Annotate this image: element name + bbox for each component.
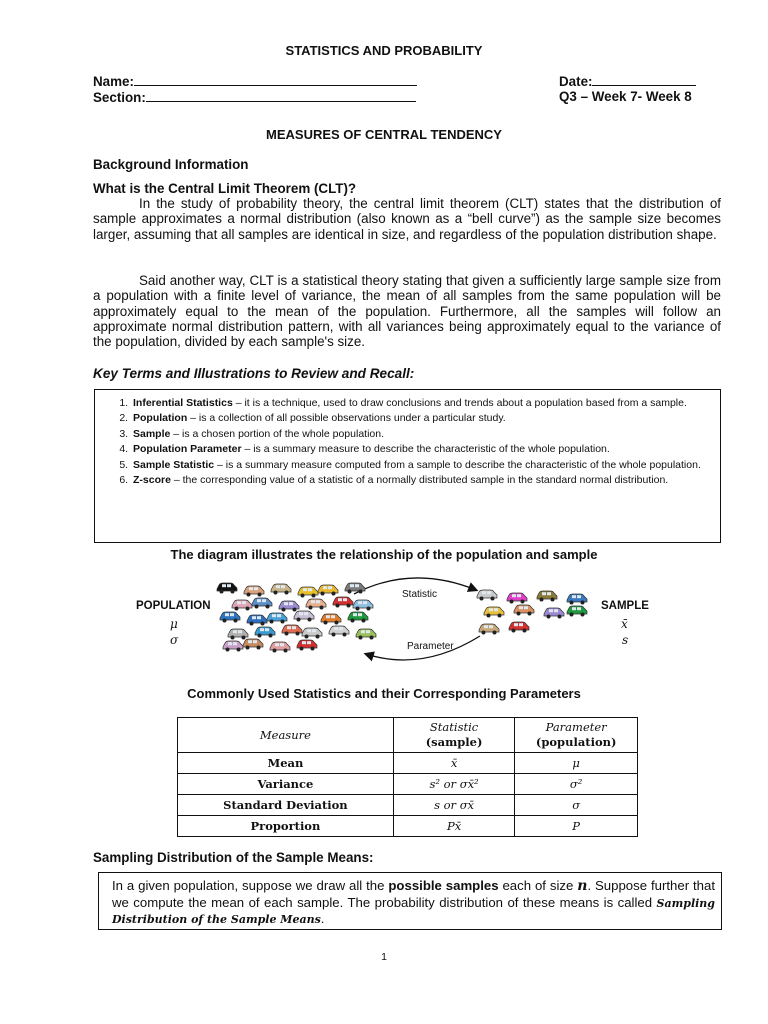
sampling-heading: Sampling Distribution of the Sample Means:: [93, 850, 374, 865]
car-icon: [268, 640, 292, 658]
table-header-row: [178, 718, 638, 753]
date-label: Date:: [559, 74, 593, 89]
sample-label: SAMPLE: [601, 600, 649, 612]
clt-question: What is the Central Limit Theorem (CLT)?: [93, 181, 357, 196]
measure-cell: Variance: [178, 774, 394, 795]
population-cars: [218, 583, 388, 663]
parameter-cell: P: [515, 816, 638, 837]
text-after: . Suppose further that we compute the mean of each sample. The probability distribution of these means is called: [112, 878, 715, 910]
term: Sample: [133, 427, 171, 440]
diagram-caption: The diagram illustrates the relationship of the population and sample: [170, 547, 598, 562]
period: .: [320, 911, 325, 926]
definition: – the corresponding value of a statistic of a normally distributed sample in the standard normal distribution.: [170, 474, 669, 487]
key-terms-list: [95, 396, 710, 488]
parameter-cell: σ²: [515, 774, 638, 795]
statistic-label: Statistic: [402, 589, 438, 600]
term: Population Parameter: [133, 443, 242, 456]
sampling-definition-box: [98, 872, 722, 930]
measure-cell: Mean: [178, 753, 394, 774]
background-heading: Background Information: [93, 157, 249, 172]
definition: – it is a technique, used to draw conclusions and trends about a population based from a sample.: [232, 397, 687, 409]
section-blank[interactable]: [146, 89, 416, 102]
term: Population: [133, 412, 188, 425]
clt-paragraph-1-text: In the study of probability theory, the central limit theorem (CLT) states that the distribution of sample approximates a normal distribution (also known as a “bell curve”) as the sample size becomes larger, assuming that all samples are identical in size, and regardless of the population distribution shape.: [93, 196, 721, 242]
table-row: [178, 753, 638, 774]
definition: – is a summary measure computed from a sample to describe the characteristic of the whole population.: [214, 458, 701, 471]
name-field[interactable]: [93, 73, 417, 89]
table-row: [178, 816, 638, 837]
table-row: [178, 795, 638, 816]
clt-paragraph-2-text: Said another way, CLT is a statistical theory stating that given a sufficiently large sample size from a population with a finite level of variance, the mean of all samples from the same population will be approximately equal to the mean of the population. Furthermore, all the samples will follow an approximate normal distribution pattern, with all variances being approximately equal to the variance of the population, divided by each sample's size.: [93, 273, 721, 350]
car-icon: [354, 627, 378, 645]
subject-title: STATISTICS AND PROBABILITY: [285, 43, 483, 58]
parameter-cell: μ: [515, 753, 638, 774]
term: Inferential Statistics: [133, 397, 233, 409]
parameters-table: [177, 717, 638, 837]
measure-cell: Proportion: [178, 816, 394, 837]
population-sigma: σ: [170, 633, 179, 647]
clt-paragraph-2: [93, 273, 721, 349]
statistic-cell: s² or σx̄²: [393, 774, 514, 795]
sample-cars: [478, 590, 600, 640]
car-icon: [512, 603, 536, 621]
measure-cell: Standard Deviation: [178, 795, 394, 816]
list-item: [131, 411, 710, 426]
sample-xbar: x̄: [621, 617, 628, 631]
header-statistic-bottom: (sample): [425, 735, 483, 749]
parameter-cell: σ: [515, 795, 638, 816]
statistic-cell: Px̄: [393, 816, 514, 837]
key-terms-box: [94, 389, 721, 543]
name-blank[interactable]: [134, 73, 417, 86]
header-statistic: [393, 718, 514, 753]
lesson-title: MEASURES OF CENTRAL TENDENCY: [266, 127, 502, 142]
statistic-cell: s or σx̄: [393, 795, 514, 816]
list-item: [131, 427, 710, 442]
car-icon: [477, 622, 501, 640]
car-icon: [565, 604, 589, 622]
statistic-cell: x̄: [393, 753, 514, 774]
quarter-week: Q3 – Week 7- Week 8: [559, 89, 692, 104]
list-item: [131, 458, 710, 473]
bold-phrase: possible samples: [388, 878, 499, 893]
date-field[interactable]: [559, 73, 696, 89]
sampling-term: Sampling Distribution of the Sample Means: [112, 896, 715, 926]
page-number: 1: [381, 951, 387, 963]
header-parameter-bottom: (population): [535, 735, 617, 749]
term: Z-score: [133, 474, 171, 487]
list-item: [131, 442, 710, 457]
sample-s: s: [622, 633, 629, 647]
list-item: [131, 473, 710, 488]
car-icon: [542, 606, 566, 624]
text-before: In a given population, suppose we draw all the: [112, 878, 389, 893]
name-label: Name:: [93, 74, 134, 89]
population-label: POPULATION: [136, 600, 211, 612]
car-icon: [218, 610, 242, 628]
header-parameter: [515, 718, 638, 753]
table-row: [178, 774, 638, 795]
key-terms-heading: Key Terms and Illustrations to Review and Recall:: [93, 366, 415, 381]
text-middle: each of size: [498, 878, 578, 893]
section-label: Section:: [93, 90, 146, 105]
car-icon: [507, 620, 531, 638]
car-icon: [475, 588, 499, 606]
car-icon: [295, 638, 319, 656]
parameter-label: Parameter: [407, 641, 454, 652]
header-parameter-top: Parameter: [545, 720, 607, 734]
car-icon: [482, 605, 506, 623]
term: Sample Statistic: [133, 458, 215, 471]
parameters-heading: Commonly Used Statistics and their Corresponding Parameters: [187, 686, 581, 701]
header-measure: Measure: [178, 718, 394, 753]
n-symbol: n: [577, 878, 588, 894]
header-statistic-top: Statistic: [429, 720, 479, 734]
section-field[interactable]: [93, 89, 416, 105]
definition: – is a collection of all possible observations under a particular study.: [187, 412, 506, 425]
date-blank[interactable]: [592, 73, 696, 86]
definition: – is a chosen portion of the whole population.: [170, 427, 385, 440]
sampling-definition-text: [99, 873, 721, 928]
population-mu: μ: [170, 617, 178, 631]
list-item: [131, 396, 710, 411]
car-icon: [327, 624, 351, 642]
definition: – is a summary measure to describe the characteristic of the whole population.: [241, 443, 610, 456]
car-icon: [535, 589, 559, 607]
clt-paragraph-1: [93, 196, 721, 242]
car-icon: [215, 581, 239, 599]
car-icon: [241, 637, 265, 655]
